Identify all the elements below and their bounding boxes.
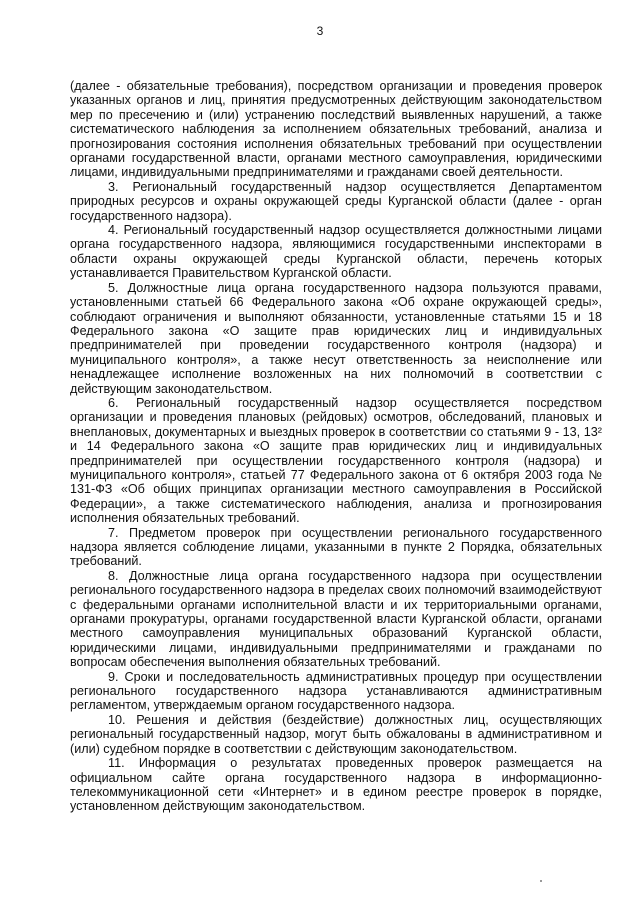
paragraph-4: 4. Региональный государственный надзор осуществляется должностными лицами органа государственного надзора, являющимися государственными инспекторами в области охраны окружающей среды Курганской области, перечень которых устанавливается Правительством Курганской области. [70, 223, 602, 281]
page-number: 3 [316, 24, 324, 38]
paragraph-11: 11. Информация о результатах проведенных проверок размещается на официальном сайте органа государственного надзора в информационно-телекоммуникационной сети «Интернет» и в едином реестре проверок в порядке, установленном действующим законодательством. [70, 756, 602, 814]
paragraph-6: 6. Региональный государственный надзор осуществляется посредством организации и проведения плановых (рейдовых) осмотров, обследований, плановых и внеплановых, документарных и выездных проверок в соответствии со статьями 9 - 13, 13² и 14 Федерального закона «О защите прав юридических лиц и индивидуальных предпринимателей при осуществлении государственного контроля (надзора) и муниципального контроля», статьей 77 Федерального закона от 6 октября 2003 года № 131-ФЗ «Об общих принципах организации местного самоуправления в Российской Федерации», а также систематического наблюдения, анализа и прогнозирования исполнения обязательных требований. [70, 395, 602, 526]
paragraph-5: 5. Должностные лица органа государственного надзора пользуются правами, установленными статьей 66 Федерального закона «Об охране окружающей среды», соблюдают ограничения и выполняют обязанности, установленные статьями 15 и 18 Федерального закона «О защите прав юридических лиц и индивидуальных предпринимателей при проведении государственного контроля (надзора) и муниципального контроля», а также несут ответственность за неисполнение или ненадлежащее исполнение возложенных на них полномочий в соответствии с действующим законодательством. [70, 280, 602, 396]
paragraph-8: 8. Должностные лица органа государственного надзора при осуществлении регионального государственного надзора в пределах своих полномочий взаимодействуют с федеральными органами исполнительной власти и их территориальными органами, органами прокуратуры, органами государственной власти Курганской области, органами местного самоуправления муниципальных образований Курганской области, юридическими лицами, индивидуальными предпринимателями и гражданами по вопросам обеспечения выполнения обязательных требований. [70, 568, 602, 670]
paragraph-3: 3. Региональный государственный надзор осуществляется Департаментом природных ресурсов и охраны окружающей среды Курганской области (далее - орган государственного надзора). [70, 179, 602, 223]
paragraph-7: 7. Предметом проверок при осуществлении регионального государственного надзора является соблюдение лицами, указанными в пункте 2 Порядка, обязательных требований. [70, 525, 602, 569]
document-body [70, 79, 602, 814]
paragraph-continuation: (далее - обязательные требования), посредством организации и проведения проверок указанных органов и лиц, принятия предусмотренных действующим законодательством мер по пресечению и (или) устранению последствий выявленных нарушений, а также систематического наблюдения за исполнением обязательных требований, анализа и прогнозирования состояния исполнения обязательных требований при осуществлении органами государственной власти, органами местного самоуправления, юридическими лицами, индивидуальными предпринимателями и гражданами своей деятельности. [70, 79, 602, 180]
paragraph-9: 9. Сроки и последовательность административных процедур при осуществлении регионального государственного надзора устанавливаются административным регламентом, утверждаемым органом государственного надзора. [70, 669, 602, 713]
scan-speck [540, 880, 542, 882]
paragraph-10: 10. Решения и действия (бездействие) должностных лиц, осуществляющих региональный государственный надзор, могут быть обжалованы в административном и (или) судебном порядке в соответствии с действующим законодательством. [70, 712, 602, 756]
